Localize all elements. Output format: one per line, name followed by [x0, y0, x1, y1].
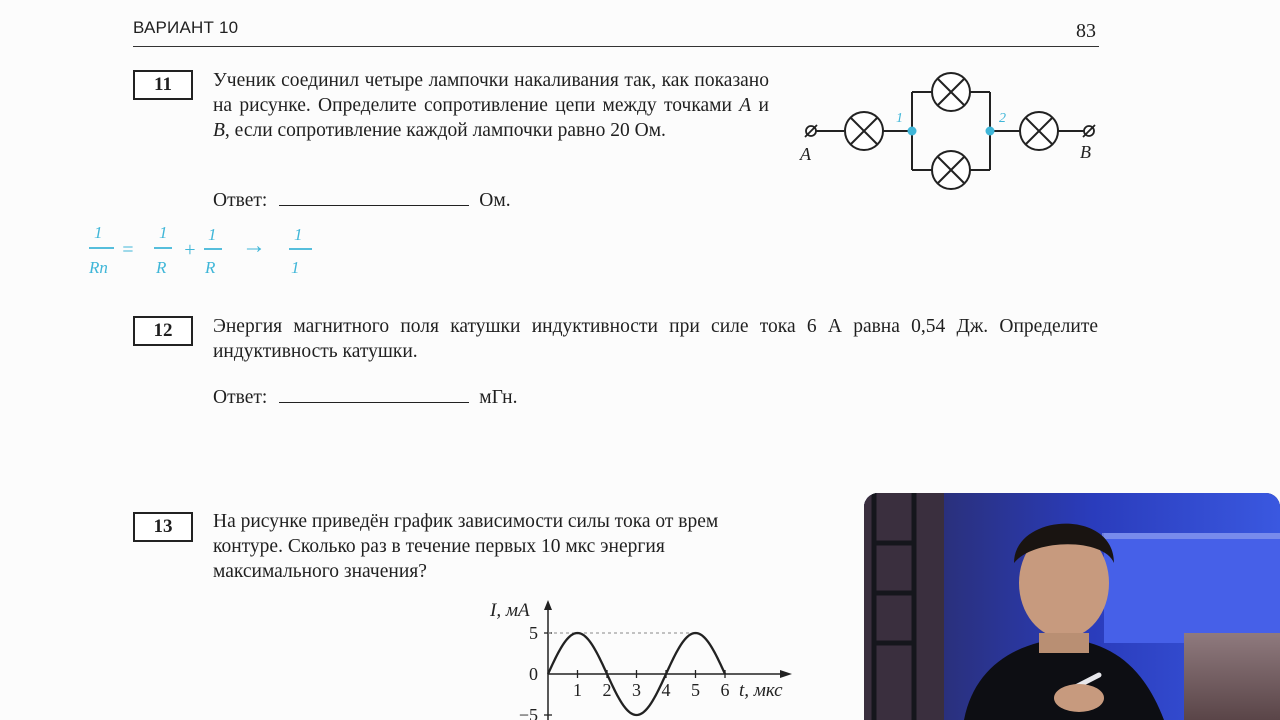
hw-t1-num: 1 — [159, 223, 168, 242]
q12-answer-unit: мГн. — [479, 387, 518, 408]
y-axis-arrow — [544, 600, 552, 610]
node-1-label: 1 — [896, 111, 903, 126]
hw-plus: + — [183, 239, 197, 261]
x-tick-label: 4 — [661, 680, 671, 700]
q11-answer-label: Ответ: — [213, 190, 268, 211]
hw-t2-den: R — [205, 258, 216, 277]
question-13-text — [213, 509, 873, 584]
q11-text-and: и — [751, 95, 769, 116]
current-time-chart — [480, 596, 810, 720]
q12-answer-label: Ответ: — [213, 387, 268, 408]
point-a-label: A — [800, 144, 811, 164]
page-number: 83 — [1076, 20, 1096, 42]
x-tick-label: 1 — [573, 680, 582, 700]
hw-arrow: → — [242, 233, 266, 259]
circuit-diagram — [790, 60, 1110, 200]
point-b-label: B — [1080, 142, 1091, 162]
x-tick-label: 5 — [691, 680, 700, 700]
question-11-number: 11 — [133, 70, 193, 100]
y-axis-label: I, мА — [490, 600, 530, 621]
hw-res-num: 1 — [294, 225, 303, 244]
question-12-number: 12 — [133, 316, 193, 346]
question-13-number: 13 — [133, 512, 193, 542]
q11-point-b: B — [213, 120, 225, 141]
x-axis-label: t, мкс — [739, 680, 783, 701]
q12-answer-field[interactable] — [279, 384, 469, 403]
webcam-overlay — [864, 493, 1280, 720]
question-11-text — [213, 68, 769, 143]
x-tick-label: 2 — [602, 680, 612, 700]
y-tick-label: 0 — [529, 664, 538, 684]
x-tick-label: 6 — [720, 680, 730, 700]
q11-text-b: , если сопротивление каждой лампочки равно 20 Ом. — [224, 120, 666, 141]
question-12-answer — [213, 384, 517, 409]
q11-answer-unit: Ом. — [479, 190, 511, 211]
hw-t2-num: 1 — [208, 225, 217, 244]
y-tick-label: 5 — [529, 623, 538, 643]
hw-t1-den: R — [156, 258, 167, 277]
handwritten-formula — [84, 218, 324, 280]
y-tick-label: −5 — [518, 705, 538, 720]
variant-title: ВАРИАНТ 10 — [133, 18, 239, 37]
q11-answer-field[interactable] — [279, 187, 469, 206]
q13-line-2: контуре. Сколько раз в течение первых 10 мкс энергия — [213, 536, 665, 557]
q13-line-1: На рисунке приведён график зависимости силы тока от врем — [213, 511, 719, 532]
x-axis-arrow — [780, 670, 792, 678]
presenter-video — [864, 493, 1280, 720]
q11-point-a: A — [739, 95, 752, 116]
x-tick-label: 3 — [632, 680, 641, 700]
node-2-marker — [986, 127, 995, 136]
node-2-label: 2 — [999, 111, 1006, 126]
header-divider — [133, 46, 1099, 47]
hw-equals: = — [121, 239, 135, 261]
q11-text-a: Ученик соединил четыре лампочки накаливания так, как показано на рисунке. Определите сопротивление цепи между точками — [213, 70, 769, 116]
hw-lhs-den: Rп — [89, 258, 108, 277]
hw-lhs-num: 1 — [94, 223, 103, 242]
question-11-answer — [213, 187, 511, 212]
question-12-text: Энергия магнитного поля катушки индуктивности при силе тока 6 А равна 0,54 Дж. Определите индуктивность катушки. — [213, 316, 1098, 362]
node-1-marker — [908, 127, 917, 136]
hw-res-den: 1 — [291, 258, 300, 277]
q13-line-3: максимального значения? — [213, 561, 427, 582]
